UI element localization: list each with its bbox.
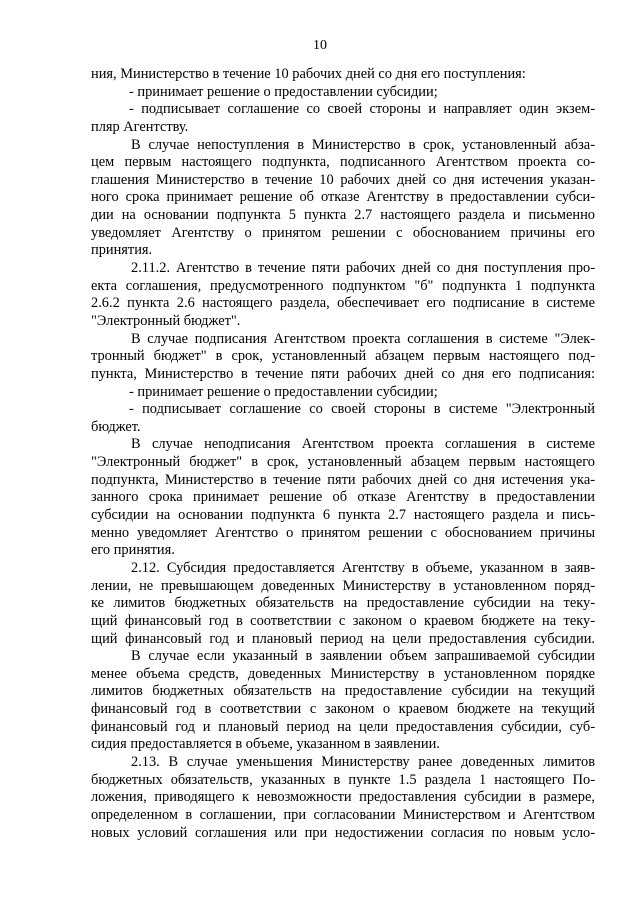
text-line: сидия предоставляется в объеме, указанном в заявлении. (91, 736, 440, 753)
text-line: В случае неподписания Агентством проекта соглашения в системе (131, 436, 595, 453)
text-line: определенном в соглашении, при согласовании Министерством и Агентством (91, 806, 595, 823)
text-line: - принимает решение о предоставлении субсидии; (129, 383, 438, 400)
text-line: ния, Министерство в течение 10 рабочих дней со дня его поступления: (91, 66, 526, 82)
text-line: финансовый год в соответствии с законом о краевом бюджете на текущий (91, 701, 595, 718)
text-line: ного срока принимает решение об отказе Агентству в предоставлении субси- (91, 189, 595, 206)
text-line: бюджетных обязательств, указанных в пункте 1.5 раздела 1 настоящего По- (91, 771, 595, 788)
text-line: лении, не превышающем доведенных Министерству в установленном поряд- (91, 577, 595, 594)
text-line: бюджет. (91, 418, 141, 435)
text-line: - принимает решение о предоставлении субсидии; (129, 83, 438, 100)
text-line: цем первым настоящего подпункта, подписанного Агентством проекта со- (91, 154, 595, 171)
text-line: В случае подписания Агентством проекта соглашения в системе "Элек- (131, 330, 595, 347)
text-line: дии на основании подпункта 5 пункта 2.7 настоящего раздела и письменно (91, 207, 595, 224)
text-line: пункта, Министерство в течение пяти рабочих дней со дня его подписания: (91, 365, 595, 382)
text-line: подпункта, Министерство в течение пяти рабочих дней со дня истечения ука- (91, 471, 595, 488)
text-line: - подписывает соглашение со своей стороны и направляет один экзем- (129, 101, 595, 118)
text-line: субсидии на основании подпункта 6 пункта 2.7 настоящего раздела и пись- (91, 507, 595, 524)
text-line: ке лимитов бюджетных обязательств на предоставление субсидии на теку- (91, 595, 595, 612)
text-line: "Электронный бюджет". (91, 312, 241, 329)
text-line: уведомляет Агентству о принятом решении с обоснованием причины его (91, 224, 595, 241)
text-line: принятия. (91, 242, 153, 259)
page-number: 10 (313, 38, 327, 53)
text-line: 2.11.2. Агентство в течение пяти рабочих дней со дня поступления про- (131, 260, 595, 277)
text-line: ложения, приводящего к невозможности предоставления субсидии в размере, (91, 789, 595, 806)
text-line: новых условий соглашения или при недостижении согласия по новым усло- (91, 824, 595, 841)
text-line: менее объема средств, доведенных Министерству в установленном порядке (91, 665, 595, 682)
text-line: щий финансовый год и плановый период на цели предоставления субсидии. (91, 630, 595, 647)
text-line: В случае непоступления в Министерство в срок, установленный абза- (131, 136, 595, 153)
text-line: занного срока принимает решение об отказе Агентству в предоставлении (91, 489, 595, 506)
text-line: глашения Министерство в течение 10 рабочих дней со дня истечения указан- (91, 171, 595, 188)
text-line: "Электронный бюджет" в срок, установленный абзацем первым настоящего (91, 454, 595, 471)
text-line: его принятия. (91, 542, 175, 559)
text-line: 2.12. Субсидия предоставляется Агентству в объеме, указанном в заяв- (131, 559, 595, 576)
text-line: менно уведомляет Агентство о принятом решении с обоснованием причины (91, 524, 595, 541)
text-line: лимитов бюджетных обязательств на предоставление субсидии на текущий (91, 683, 595, 700)
text-line: пляр Агентству. (91, 118, 189, 135)
text-line: 2.6.2 пункта 2.6 настоящего раздела, обеспечивает его подписание в системе (91, 295, 595, 312)
text-line: финансовый год и плановый период на цели предоставления субсидии, суб- (91, 718, 595, 735)
document-body (91, 66, 595, 842)
text-line: 2.13. В случае уменьшения Министерству ранее доведенных лимитов (131, 753, 595, 770)
text-line: тронный бюджет" в срок, установленный абзацем первым настоящего под- (91, 348, 595, 365)
text-line: щий финансовый год в соответствии с законом о краевом бюджете на теку- (91, 612, 595, 629)
text-line: - подписывает соглашение со своей стороны в системе "Электронный (129, 401, 595, 418)
text-line: В случае если указанный в заявлении объем запрашиваемой субсидии (131, 648, 595, 665)
text-line: екта соглашения, предусмотренного подпунктом "б" подпункта 1 подпункта (91, 277, 595, 294)
